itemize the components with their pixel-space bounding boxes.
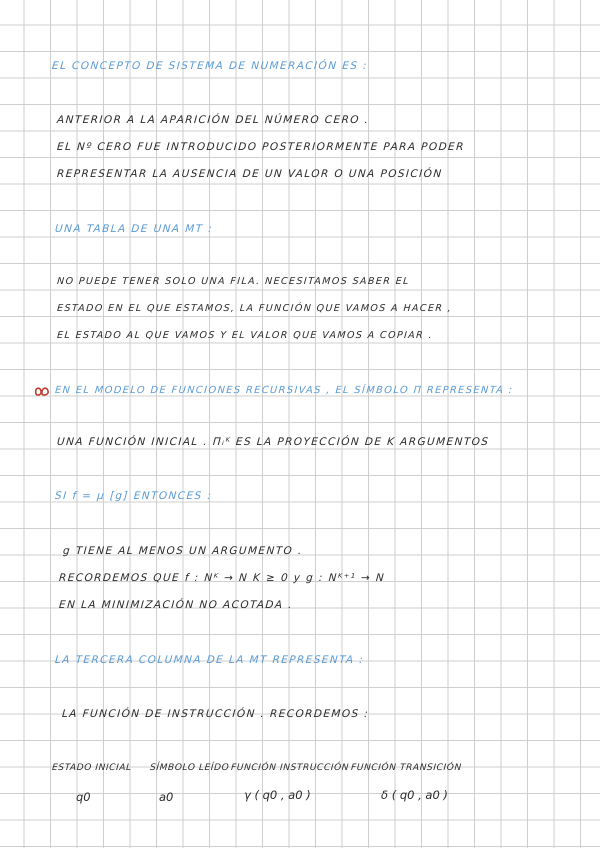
table-header: FUNCIÓN INSTRUCCIÓN: [230, 763, 350, 773]
text-line: g TIENE AL MENOS UN ARGUMENTO .: [62, 545, 304, 557]
text-line: RECORDEMOS QUE f : Nᴷ → N K ≥ 0 y g : Nᴷ⁺¹ → N: [58, 572, 386, 584]
table-header: SÍMBOLO LEÍDO: [149, 763, 230, 773]
double-loop-icon: [33, 384, 51, 398]
text-line: REPRESENTAR LA AUSENCIA DE UN VALOR O UNA POSICIÓN: [56, 168, 443, 180]
text-line: ANTERIOR A LA APARICIÓN DEL NÚMERO CERO .: [56, 114, 370, 126]
text-line: EL Nº CERO FUE INTRODUCIDO POSTERIORMENTE PARA PODER: [56, 141, 466, 153]
table-cell: q0: [76, 790, 91, 804]
text-line: ESTADO EN EL QUE ESTAMOS, LA FUNCIÓN QUE VAMOS A HACER ,: [56, 303, 453, 314]
heading-recursive-functions: EN EL MODELO DE FUNCIONES RECURSIVAS , EL SÍMBOLO Π REPRESENTA :: [54, 385, 514, 396]
table-header: FUNCIÓN TRANSICIÓN: [350, 763, 463, 773]
text-line: NO PUEDE TENER SOLO UNA FILA. NECESITAMOS SABER EL: [56, 276, 411, 287]
heading-numeration-concept: EL CONCEPTO DE SISTEMA DE NUMERACIÓN ES :: [51, 60, 369, 72]
text-line: LA FUNCIÓN DE INSTRUCCIÓN . RECORDEMOS :: [61, 708, 370, 720]
table-cell: γ ( q0 , a0 ): [244, 788, 311, 802]
text-line: EL ESTADO AL QUE VAMOS Y EL VALOR QUE VAMOS A COPIAR .: [56, 330, 434, 341]
text-line: EN LA MINIMIZACIÓN NO ACOTADA .: [58, 599, 294, 611]
table-cell: δ ( q0 , a0 ): [381, 788, 448, 802]
heading-third-column: LA TERCERA COLUMNA DE LA MT REPRESENTA :: [54, 654, 365, 666]
table-header: ESTADO INICIAL: [51, 763, 133, 773]
heading-minimization: SI f = μ [g] ENTONCES :: [54, 490, 213, 502]
text-line: UNA FUNCIÓN INICIAL . Πᵢᴷ ES LA PROYECCIÓN DE K ARGUMENTOS: [56, 436, 490, 448]
table-cell: a0: [159, 790, 174, 804]
heading-mt-table: UNA TABLA DE UNA MT :: [54, 223, 214, 235]
